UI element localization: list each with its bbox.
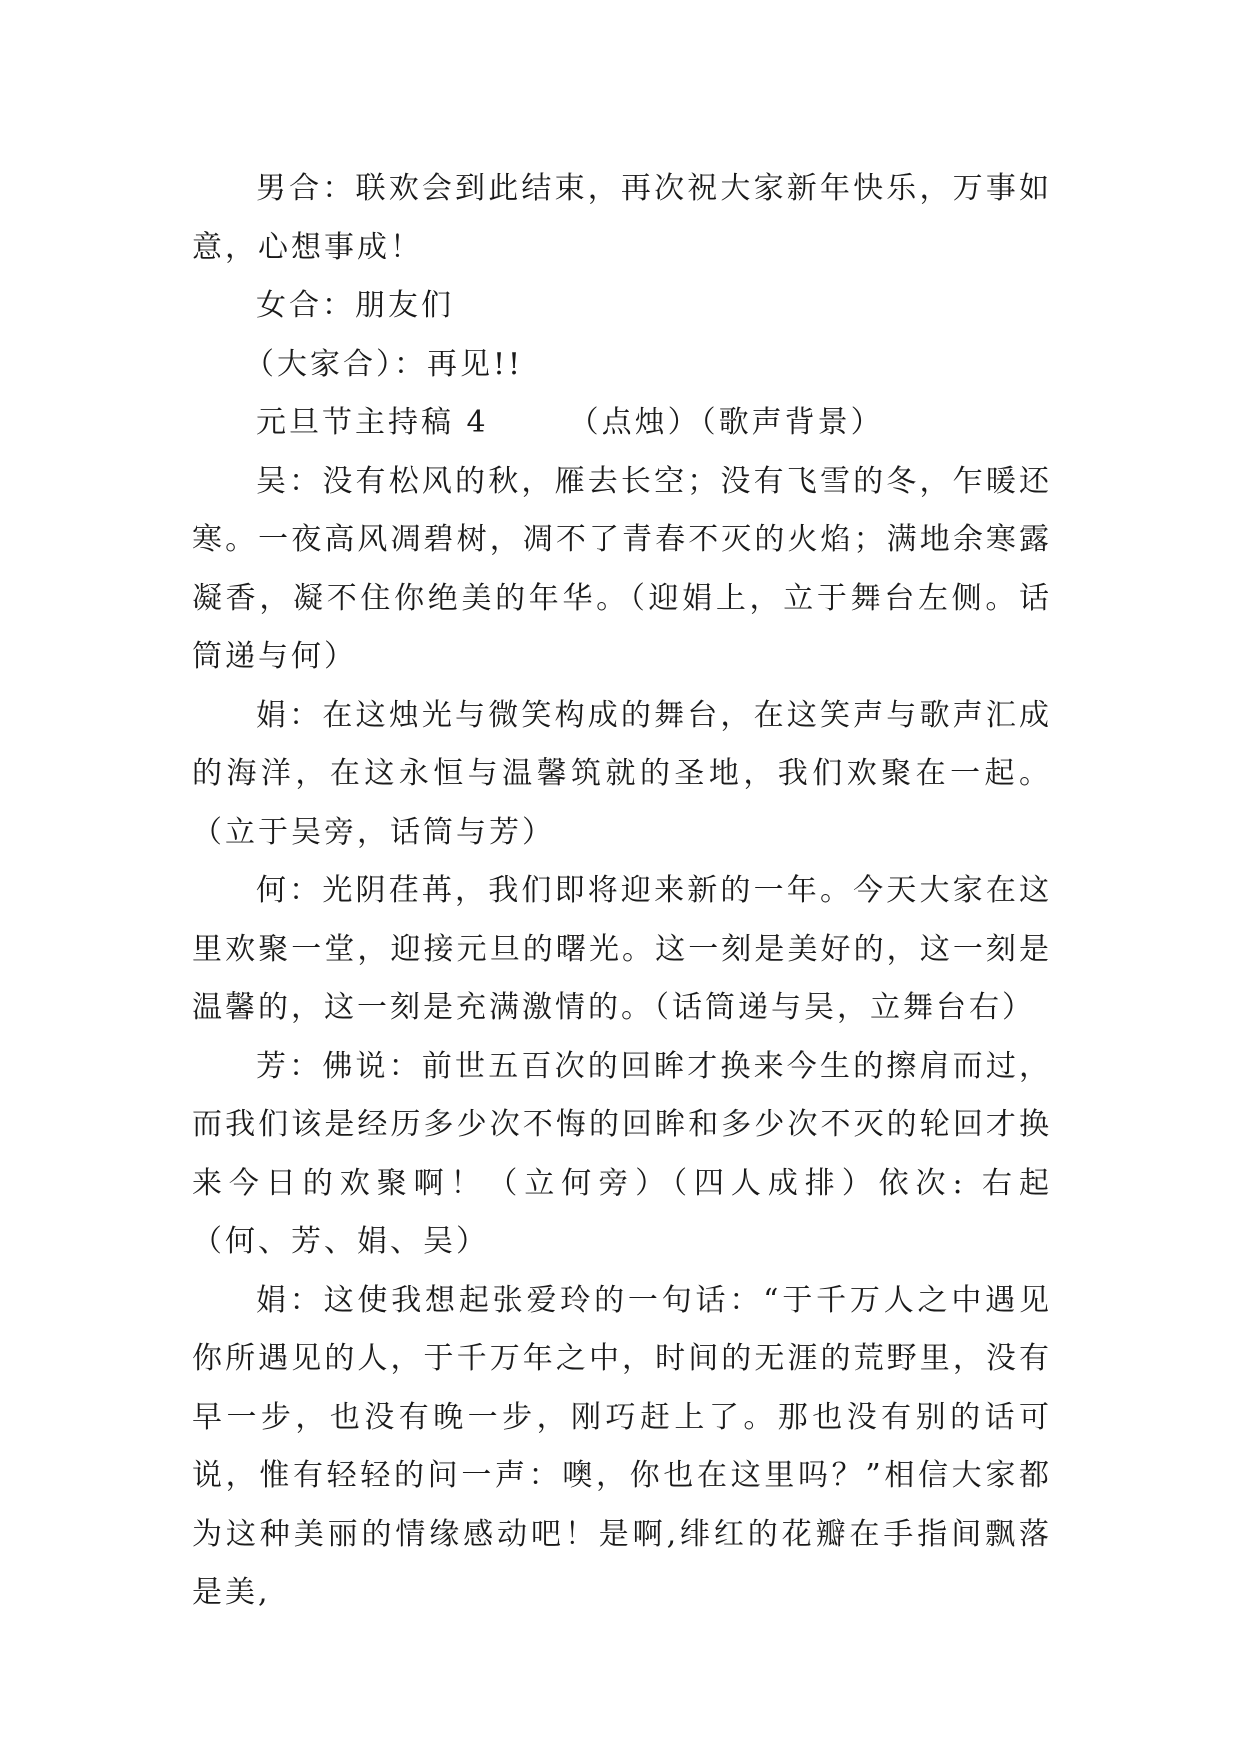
section-stage-note: （点烛）（歌声背景）	[568, 405, 884, 440]
paragraph-juan-1: 娟：在这烛光与微笑构成的舞台，在这笑声与歌声汇成的海洋，在这永恒与温馨筑就的圣地，我们欢聚在一起。（立于吴旁，话筒与芳）	[192, 697, 1052, 850]
paragraph-closing-male: 男合：联欢会到此结束，再次祝大家新年快乐，万事如意，心想事成！	[192, 171, 1052, 265]
section-title: 元旦节主持稿 4	[256, 405, 489, 440]
document-body	[192, 160, 1052, 1623]
paragraph-wu-opening: 吴：没有松风的秋，雁去长空；没有飞雪的冬，乍暖还寒。一夜高风凋碧树，凋不了青春不灭的火焰；满地余寒露凝香，凝不住你绝美的年华。（迎娟上，立于舞台左侧。话筒递与何）	[192, 463, 1052, 674]
paragraph-fang: 芳：佛说：前世五百次的回眸才换来今生的擦肩而过，而我们该是经历多少次不悔的回眸和多少次不灭的轮回才换来今日的欢聚啊！（立何旁）（四人成排）依次: 右起（何、芳、娟、吴）	[192, 1048, 1052, 1259]
paragraph-juan-2: 娟：这使我想起张爱玲的一句话：“于千万人之中遇见你所遇见的人，于千万年之中，时间的无涯的荒野里，没有早一步，也没有晚一步，刚巧赶上了。那也没有别的话可说，惟有轻轻的问一声：噢，你也在这里吗？”相信大家都为这种美丽的情缘感动吧！是啊,绯红的花瓣在手指间飘落是美,	[192, 1282, 1052, 1610]
paragraph-closing-female: 女合：朋友们	[256, 288, 454, 323]
section-heading	[192, 394, 1052, 453]
paragraph-farewell: （大家合）：再见!!	[244, 346, 524, 382]
paragraph-he: 何：光阴荏苒，我们即将迎来新的一年。今天大家在这里欢聚一堂，迎接元旦的曙光。这一刻是美好的，这一刻是温馨的，这一刻是充满激情的。（话筒递与吴，立舞台右）	[192, 873, 1052, 1025]
